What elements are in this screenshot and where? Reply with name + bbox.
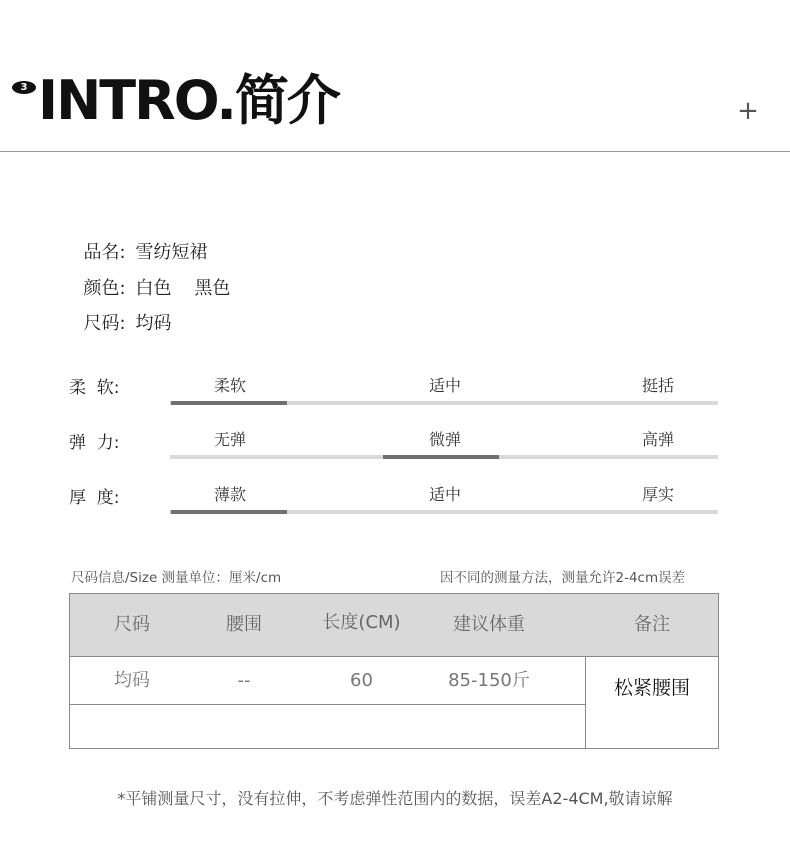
softness-option: 挺括 — [641, 376, 674, 395]
softness-option: 适中 — [428, 376, 461, 395]
size-unit-note: 尺码信息/Size 测量单位：厘米/cm — [71, 570, 282, 586]
elasticity-option: 微弹 — [428, 430, 461, 449]
cell-length: 60 — [350, 670, 373, 691]
elasticity-option: 无弹 — [213, 430, 246, 449]
softness-label: 柔 软: — [69, 378, 120, 398]
info-label: 颜色: — [83, 278, 126, 299]
footer-note: *平铺测量尺寸，没有拉伸，不考虑弹性范围内的数据，误差A2-4CM,敬请谅解 — [117, 789, 673, 808]
header-size: 尺码 — [114, 614, 150, 635]
thickness-selected-mark — [171, 510, 287, 514]
table-divider — [70, 704, 585, 705]
header-weight: 建议体重 — [453, 614, 525, 635]
thickness-track — [170, 510, 718, 514]
cell-remark: 松紧腰围 — [613, 677, 690, 699]
intro-title: INTRO.简介 — [38, 69, 339, 132]
thickness-label: 厚 度: — [69, 488, 120, 508]
thickness-option: 适中 — [428, 485, 461, 504]
softness-selected-mark — [171, 401, 287, 405]
elasticity-label: 弹 力: — [69, 433, 120, 453]
header-divider — [0, 151, 790, 152]
thickness-option: 薄款 — [213, 485, 246, 504]
info-value: 雪纺短裙 — [135, 242, 208, 263]
elasticity-track — [170, 455, 718, 459]
thickness-option: 厚实 — [641, 485, 674, 504]
measurement-tolerance-note: 因不同的测量方法，测量允许2-4cm误差 — [440, 570, 686, 586]
size-table — [69, 593, 719, 749]
elasticity-selected-mark — [383, 455, 499, 459]
header-waist: 腰围 — [226, 614, 262, 635]
softness-option: 柔软 — [213, 376, 246, 395]
header-length: 长度(CM) — [322, 612, 401, 633]
header-remark: 备注 — [634, 614, 670, 635]
info-value: 白色 黑色 — [135, 278, 231, 299]
elasticity-option: 高弹 — [641, 430, 674, 449]
cell-size: 均码 — [114, 670, 150, 691]
info-label: 品名: — [83, 242, 126, 263]
softness-track — [170, 401, 718, 405]
section-number-badge: 3 — [12, 81, 36, 94]
info-row-size — [72, 288, 172, 335]
info-label: 尺码: — [83, 313, 126, 334]
table-header — [70, 594, 718, 657]
cell-weight: 85-150斤 — [448, 670, 530, 691]
plus-icon[interactable]: + — [737, 96, 759, 126]
intro-header — [0, 0, 790, 152]
cell-waist: -- — [237, 670, 251, 691]
info-value: 均码 — [135, 313, 172, 334]
